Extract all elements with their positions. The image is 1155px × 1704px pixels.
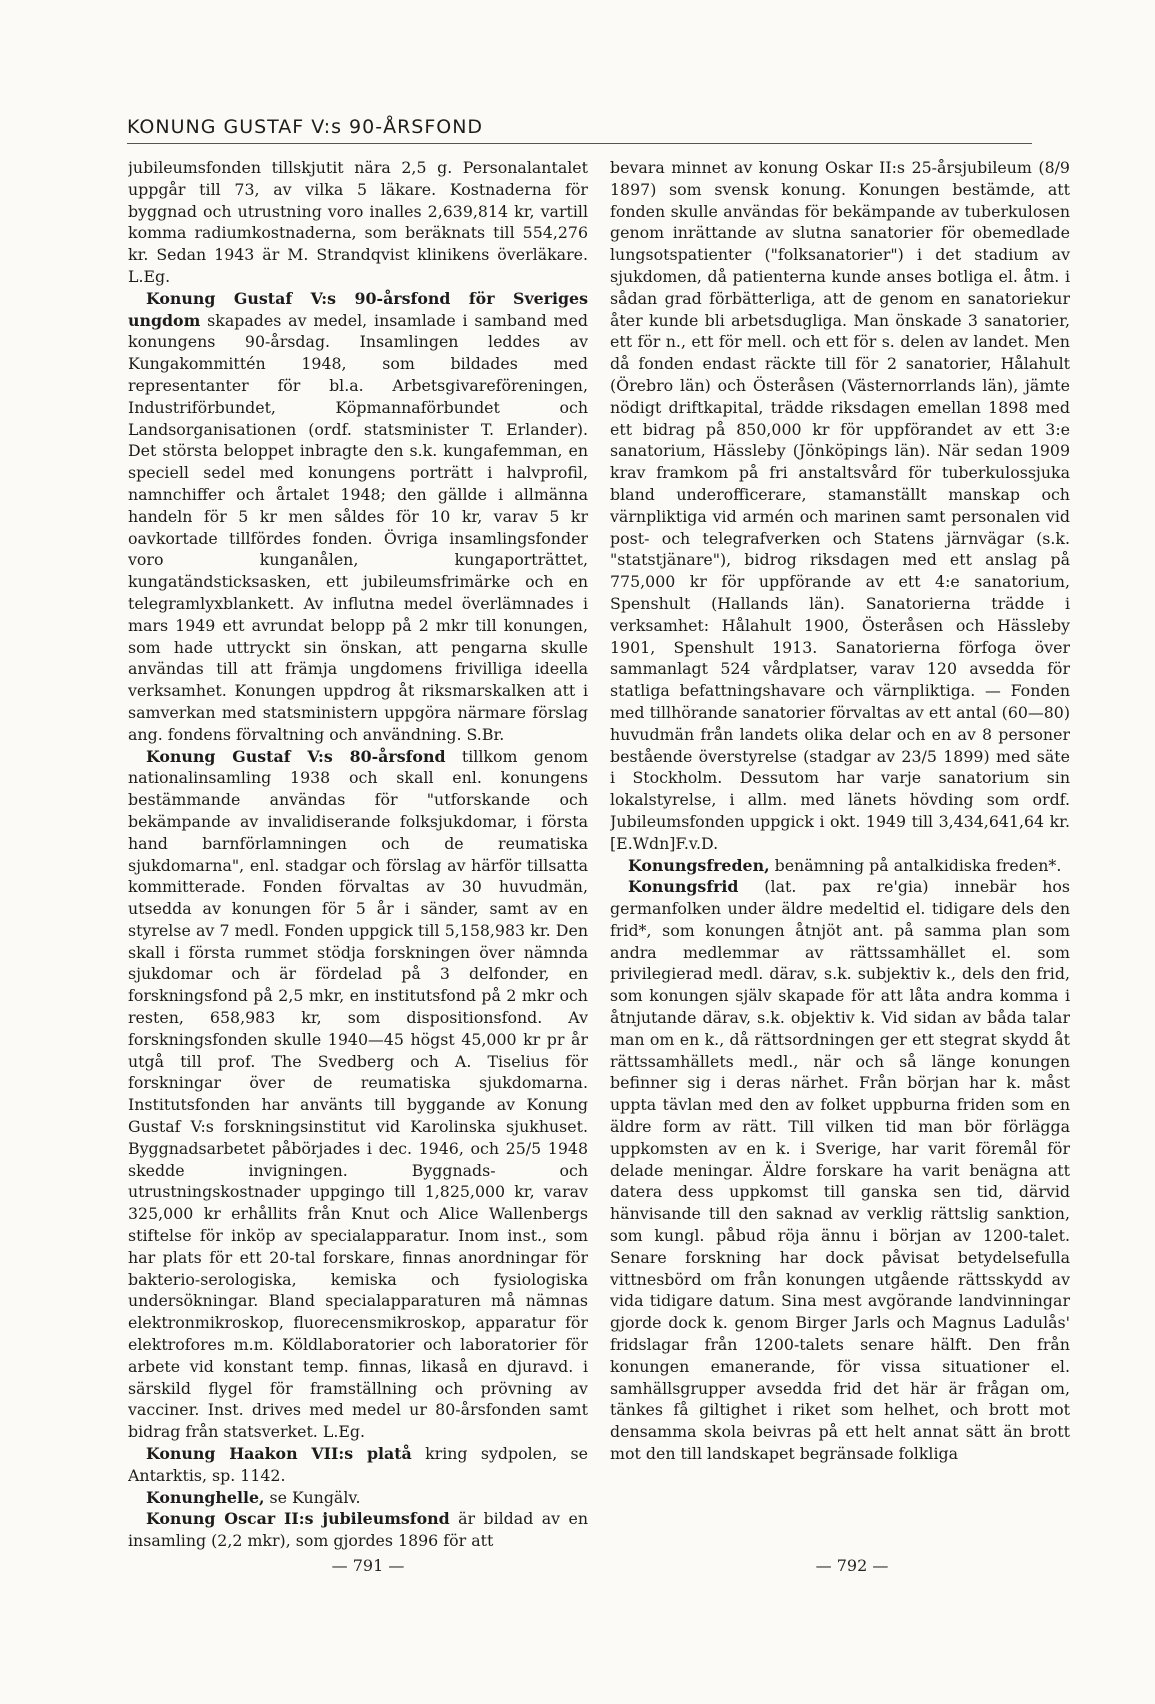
entry-paragraph bbox=[128, 1443, 588, 1487]
page-number-left: — 791 — bbox=[331, 1556, 405, 1575]
entry-text: benämning på antalkidiska freden*. bbox=[769, 855, 1062, 875]
running-header: KONUNG GUSTAF V:s 90-ÅRSFOND bbox=[127, 116, 484, 138]
entry-text: är bildad av en insamling (2,2 mkr), som gjordes 1896 för att bbox=[128, 1509, 588, 1551]
entry-paragraph bbox=[610, 855, 1070, 877]
entry-text: (lat. pax re'gia) innebär hos germanfolken under äldre medeltid el. tidigare dels den frid*, som konungen åtnjöt ant. på samma plan som andra medlemmar av rättssamhället el. som privilegierad medl. därav, s.k. subjektiv k., dels den frid, som konungen själv skapade för att låta andra komma i åtnjutande därav, s.k. objektiv k. Vid sidan av båda talar man om en k., då rättsordningen ger ett stegrat skydd åt rättssamhällets medl., när och så länge konungen befinner sig i deras närhet. Från början har k. måst uppta tävlan med den av folket uppburna friden som en äldre form av rätt. Till vilken tid man bör förlägga uppkomsten av en k. i Sverige, har varit föremål för delade meningar. Äldre forskare ha varit benägna att datera dess uppkomst till ganska sen tid, därvid hänvisande till den saknad av verklig rättslig sanktion, som kungl. påbud röja ännu i början av 1200-talet. Senare forskning har dock påvisat betydelsefulla vittnesbörd om från konungen utgående rättsskydd av vida tidigare datum. Sina mest avgörande landvinningar gjorde dock k. genom Birger Jarls och Magnus Ladulås' fridslagar från 1200-talets senare hälft. Den från konungen emanerande, för vissa situationer el. samhällsgrupper avsedda frid det här är frågan om, tänkes få giltighet i riket som helhet, och brott mot densamma skola beivras på ett helt annat sätt än brott mot den till landskapet begränsade folkliga bbox=[610, 877, 1070, 1464]
continued-paragraph: jubileumsfonden tillskjutit nära 2,5 g. Personalantalet uppgår till 73, av vilka 5 läkare. Kostnaderna för byggnad och utrustning voro inalles 2,639,814 kr, vartill komma radiumkostnaderna, som beräknats till 554,276 kr. Sedan 1943 är M. Strandqvist klinikens överläkare. L.Eg. bbox=[128, 158, 588, 286]
entry-paragraph bbox=[128, 1508, 588, 1552]
entry-headword: Konung Gustaf V:s 90-årsfond för Sveriges ungdom bbox=[128, 288, 588, 330]
entry-text: tillkom genom nationalinsamling 1938 och skall enl. konungens bestämmande användas för "utforskande och bekämpande av invalidiserande folksjukdomar, i första hand barnförlamningen och de reumatiska sjukdomarna", enl. stadgar och förslag av härför tillsatta kommitterade. Fonden förvaltas av 30 huvudmän, utsedda av konungen för 5 år i sänder, samt av en styrelse av 7 medl. Fonden uppgick till 5,158,983 kr. Den skall i första rummet stödja forskningen över nämnda sjukdomar och är fördelad på 3 delfonder, en forskningsfond på 2,5 mkr, en institutsfond på 2 mkr och resten, 658,983 kr, som dispositionsfond. Av forskningsfonden skulle 1940—45 högst 45,000 kr pr år utgå till prof. The Svedberg och A. Tiselius för forskningar över de reumatiska sjukdomarna. Institutsfonden har använts till byggande av Konung Gustaf V:s forskningsinstitut vid Karolinska sjukhuset. Byggnadsarbetet påbörjades i dec. 1946, och 25/5 1948 skedde invigningen. Byggnads- och utrustningskostnader uppgingo till 1,825,000 kr, varav 325,000 kr erhållits från Knut och Alice Wallenbergs stiftelse för inköp av specialapparatur. Inom inst., som har plats för ett 20-tal forskare, finnas anordningar för bakterio-serologiska, kemiska och fysiologiska undersökningar. Bland specialapparaturen må nämnas elektronmikroskop, fluorecensmikroskop, apparatur för elektrofores m.m. Köldlaboratorier och laboratorier för arbete vid konstant temp. finnas, likaså en djuravd. i särskild flygel för framställning och prövning av vacciner. Inst. drives med medel ur 80-årsfonden samt bidrag från statsverket. L.Eg. bbox=[128, 746, 588, 1442]
entry-headword: Konung Haakon VII:s platå bbox=[146, 1444, 412, 1464]
left-column bbox=[128, 157, 588, 1552]
entry-headword: Konunghelle, bbox=[146, 1487, 265, 1507]
header-rule bbox=[127, 143, 1032, 144]
entry-paragraph bbox=[128, 288, 588, 746]
entry-text: se Kungälv. bbox=[264, 1487, 361, 1507]
continued-paragraph: bevara minnet av konung Oskar II:s 25-årsjubileum (8/9 1897) som svensk konung. Konungen bestämde, att fonden skulle användas för bekämpande av tuberkulosen genom inrättande av slutna sanatorier för obemedlade lungsotspatienter ("folksanatorier") i det stadium av sjukdomen, då patienterna kunde anses botliga el. åtm. i sådan grad förbätterliga, att de genom en sanatoriekur åter kunde bli arbetsdugliga. Man önskade 3 sanatorier, ett för n., ett för mell. och ett för s. delen av landet. Men då fonden endast räckte till för 2 sanatorier, Hålahult (Örebro län) och Österåsen (Västernorrlands län), jämte nödigt driftkapital, trädde riksdagen emellan 1898 med ett bidrag på 850,000 kr för uppförandet av ett 3:e sanatorium, Hässleby (Jönköpings län). När sedan 1909 krav framkom på fri anstaltsvård för tuberkulossjuka bland underofficerare, stamanställt manskap och värnpliktiga vid armén och marinen samt personalen vid post- och telegrafverken och Statens järnvägar (s.k. "statstjänare"), bidrog riksdagen med ett anslag på 775,000 kr för uppförande av ett 4:e sanatorium, Spenshult (Hallands län). Sanatorierna trädde i verksamhet: Hålahult 1900, Österåsen och Hässleby 1901, Spenshult 1913. Sanatorierna förfoga över sammanlagt 524 vårdplatser, varav 120 avsedda för statliga befattningshavare och värnpliktiga. — Fonden med tillhörande sanatorier förvaltas av ett antal (60—80) huvudmän från landets olika delar och en av 8 personer bestående överstyrelse (stadgar av 23/5 1899) med säte i Stockholm. Dessutom har varje sanatorium sin lokalstyrelse, i allm. med länets hövding som ordf. Jubileumsfonden uppgick i okt. 1949 till 3,434,641,64 kr. [E.Wdn]F.v.D. bbox=[610, 158, 1070, 853]
entry-headword: Konung Oscar II:s jubileumsfond bbox=[146, 1509, 450, 1529]
right-column bbox=[610, 157, 1070, 1552]
entry-text: kring sydpolen, se Antarktis, sp. 1142. bbox=[128, 1444, 588, 1485]
entry-paragraph bbox=[128, 1487, 588, 1509]
entry-headword: Konungsfrid bbox=[628, 877, 739, 897]
entry-headword: Konung Gustaf V:s 80-årsfond bbox=[146, 746, 446, 766]
entry-text: skapades av medel, insamlade i samband med konungens 90-årsdag. Insamlingen leddes av Kungakommittén 1948, som bildades med representanter för bl.a. Arbetsgivareföreningen, Industriförbundet, Köpmannaförbundet och Landsorganisationen (ordf. statsminister T. Erlander). Det största beloppet inbragte den s.k. kungafemman, en speciell sedel med konungens porträtt i halvprofil, namnchiffer och årtalet 1948; den gällde i allmänna handeln för 5 kr men såldes för 10 kr, varav 5 kr oavkortade tillfördes fonden. Övriga insamlingsfonder voro kunganålen, kungaporträttet, kungatändsticksasken, ett jubileumsfrimärke och en telegramlyxblankett. Av influtna medel överlämnades i mars 1949 ett avrundat belopp på 2 mkr till konungen, som hade uttryckt sin önskan, att pengarna skulle användas till att främja ungdomens frivilliga ideella verksamhet. Konungen uppdrog åt riksmarskalken att i samverkan med statsministern uppgöra närmare förslag ang. fondens förvaltning och användning. S.Br. bbox=[128, 310, 588, 744]
page-number-right: — 792 — bbox=[815, 1556, 889, 1575]
entry-paragraph bbox=[610, 876, 1070, 1465]
entry-paragraph bbox=[128, 746, 588, 1444]
entry-headword: Konungsfreden, bbox=[628, 855, 770, 875]
